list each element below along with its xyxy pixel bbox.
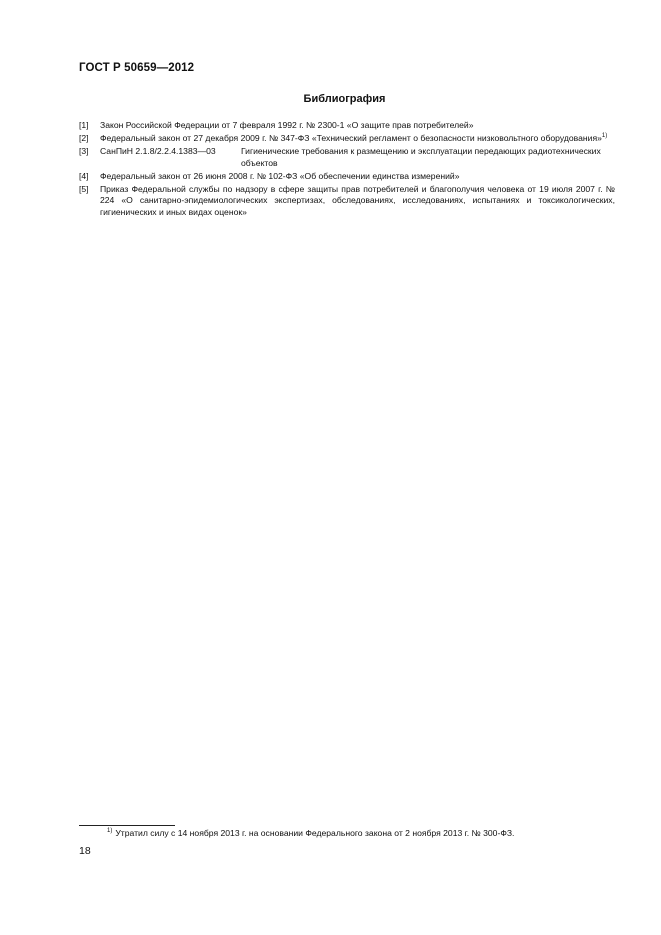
entry-number: [2] [79, 133, 89, 143]
footnote-text: Утратил силу с 14 ноября 2013 г. на основании Федерального закона от 2 ноября 2013 г. № 300-ФЗ. [115, 828, 515, 838]
bibliography-entry [79, 146, 615, 169]
entry-text: Приказ Федеральной службы по надзору в сфере защиты прав потребителей и благополучия человека от 19 июля 2007 г. № 224 «О санитарно-эпидемиологических экспертизах, обследованиях, исследованиях, испытаниях и токсикологических, гигиенических и иных видах оценок» [100, 183, 615, 217]
entry-number: [1] [79, 120, 89, 130]
page-number: 18 [79, 845, 91, 857]
entry-number: [3] [79, 146, 89, 156]
entry-text: Федеральный закон от 26 июня 2008 г. № 102-ФЗ «Об обеспечении единства измерений» [100, 170, 460, 181]
entry-text: Закон Российской Федерации от 7 февраля 1992 г. № 2300-1 «О защите прав потребителей» [100, 120, 474, 130]
entry-number: [4] [79, 170, 89, 181]
entry-text: Гигиенические требования к размещению и эксплуатации передающих радиотехнических объектов [241, 146, 601, 168]
document-code-header: ГОСТ Р 50659—2012 [79, 62, 195, 74]
bibliography-list [79, 120, 615, 220]
section-title: Библиография [303, 93, 386, 105]
entry-text-wrapper [100, 133, 615, 145]
bibliography-entry [79, 184, 615, 219]
entry-number: [5] [79, 183, 89, 194]
footnote [107, 828, 514, 839]
bibliography-entry [79, 133, 615, 145]
footnote-reference: 1) [601, 133, 608, 140]
entry-code: СанПиН 2.1.8/2.2.4.1383—03 [100, 146, 216, 156]
entry-text: Федеральный закон от 27 декабря 2009 г. № 347-ФЗ «Технический регламент о безопасности низковольтного оборудования» [100, 133, 602, 143]
bibliography-entry [79, 120, 615, 132]
entry-body [100, 146, 615, 169]
footnote-separator [79, 825, 175, 826]
footnote-mark: 1) [107, 828, 113, 835]
bibliography-entry [79, 171, 615, 183]
